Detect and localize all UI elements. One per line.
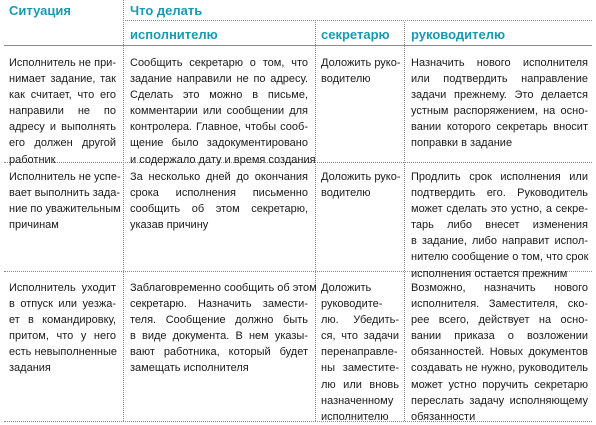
cell-line: водителю [321,73,371,86]
cell-line: задачи прежнему. Это делается [411,89,588,102]
cell-line: комментарии или сообщении для [130,105,308,118]
cell-line: в виде документа. В нем указы- [130,330,308,343]
cell-line: как считает, что его [9,89,116,102]
cell-line: исполнителя. Заместителя, ско- [411,298,588,311]
cell-line: или подтвердить направление [411,73,588,86]
cell-line: нителю сообщение о том, что срок [411,251,589,264]
cell-line: подтвердить его. Руководитель [411,187,588,200]
cell-line: Доложить руко- [321,171,401,183]
cell-line: ны заместите- [321,362,399,375]
cell-line: вании которого секретарь вносит [411,121,588,134]
cell-line: Заблаговременно сообщить об этом [130,282,317,294]
cell-line: Сделать это можно в письме, [130,89,308,102]
col-divider-2 [315,22,316,421]
cell-line: теля. Сообщение должно быть [130,314,308,327]
cell-line: ся, что задачи [321,330,399,343]
cell-line: направили не по [9,105,116,118]
cell-line: Исполнитель не при- [9,57,116,69]
cell-line: назначенному [321,394,394,407]
row-2-secretary [321,169,399,201]
cell-line: причинам [9,219,59,232]
cell-line: в задание, либо направит испол- [411,235,588,248]
header-manager: руководителю [411,27,506,42]
col-divider-3 [404,22,405,421]
cell-line: может сделать это устно, а секре- [411,203,588,216]
cell-line: тарь либо внесет изменения [411,219,588,232]
cell-line: может устно поручить секретарю [411,378,588,391]
cell-line: создавать не нужно, руководитель [411,362,588,375]
cell-line: задание направили не по адресу. [130,73,308,86]
cell-line: Сообщить секретарю о том, что [130,57,308,69]
header-executor: исполнителю [130,27,218,42]
cell-line: есть невыполненные [9,346,118,359]
cell-line: задания [9,362,51,375]
row-3-manager [411,280,588,425]
cell-line: адресу и выполнять [9,121,116,134]
header-situation: Ситуация [9,3,71,18]
cell-line: вании приказа о возложении [411,330,588,343]
row-2-manager [411,169,588,282]
row-3-situation [9,280,116,377]
cell-line: поправки в задание [411,137,513,150]
cell-line: и содержало дату и время создания [130,153,316,166]
cell-line: вает выполнить зада- [9,187,121,200]
header-what-to-do: Что делать [130,3,203,18]
cell-line: в отпуск или уезжа- [9,298,116,311]
col-divider-1 [123,0,124,421]
cell-line: водителю [321,187,371,200]
row-3-executor [130,280,317,377]
cell-line: ет в командировку, [9,314,116,327]
cell-line: Продлить срок исполнения или [411,171,588,183]
cell-line: исполнителю [321,410,389,423]
cell-line: Доложить руко- [321,57,401,69]
cell-line: перенаправле- [321,346,398,359]
cell-line: указав причину [130,219,209,232]
cell-line: обязанностей. Новых документов [411,346,588,359]
cell-line: щение было задокументировано [130,137,308,150]
row-1-manager [411,55,588,152]
cell-line: Доложить [321,282,372,294]
header-secretary: секретарю [321,27,390,42]
cell-line: срока исполнения письменно [130,187,308,200]
rule-header-bottom [4,45,592,46]
cell-line: Исполнитель не успе- [9,171,121,183]
cell-line: замещать исполнителя [130,362,249,375]
cell-line: его должен другой [9,137,116,150]
cell-line: притом, что у него [9,330,116,343]
cell-line: нимает задание, так [9,73,116,86]
cell-line: Назначить нового исполнителя [411,57,588,69]
cell-line: исполнения остается прежним [411,267,568,280]
cell-line: контролера. Главное, чтобы сооб- [130,121,308,134]
cell-line: секретарю. Назначить замести- [130,298,308,311]
cell-line: Возможно, назначить нового [411,282,588,294]
cell-line: работник [9,153,56,166]
cell-line: устным распоряжением, на осно- [411,105,588,118]
cell-line: сообщить об этом секретарю, [130,203,308,216]
row-1-executor [130,55,316,168]
row-3-secretary [321,280,399,425]
cell-line: руководите- [321,298,383,311]
cell-line: ние по уважительным [9,203,121,216]
cell-line: Исполнитель уходит [9,282,116,294]
cell-line: рее всего, действует на осно- [411,314,588,327]
row-2-executor [130,169,308,233]
cell-line: За несколько дней до окончания [130,171,308,183]
cell-line: переслать задачу исполняющему [411,394,588,407]
cell-line: вают работника, который будет [130,346,308,359]
row-1-situation [9,55,116,168]
row-2-situation [9,169,121,233]
row-1-secretary [321,55,399,87]
cell-line: обязанности [411,410,476,423]
rule-under-what-to-do [123,20,592,21]
cell-line: лю. Убедить- [321,314,399,327]
cell-line: лю или вновь [321,378,399,391]
